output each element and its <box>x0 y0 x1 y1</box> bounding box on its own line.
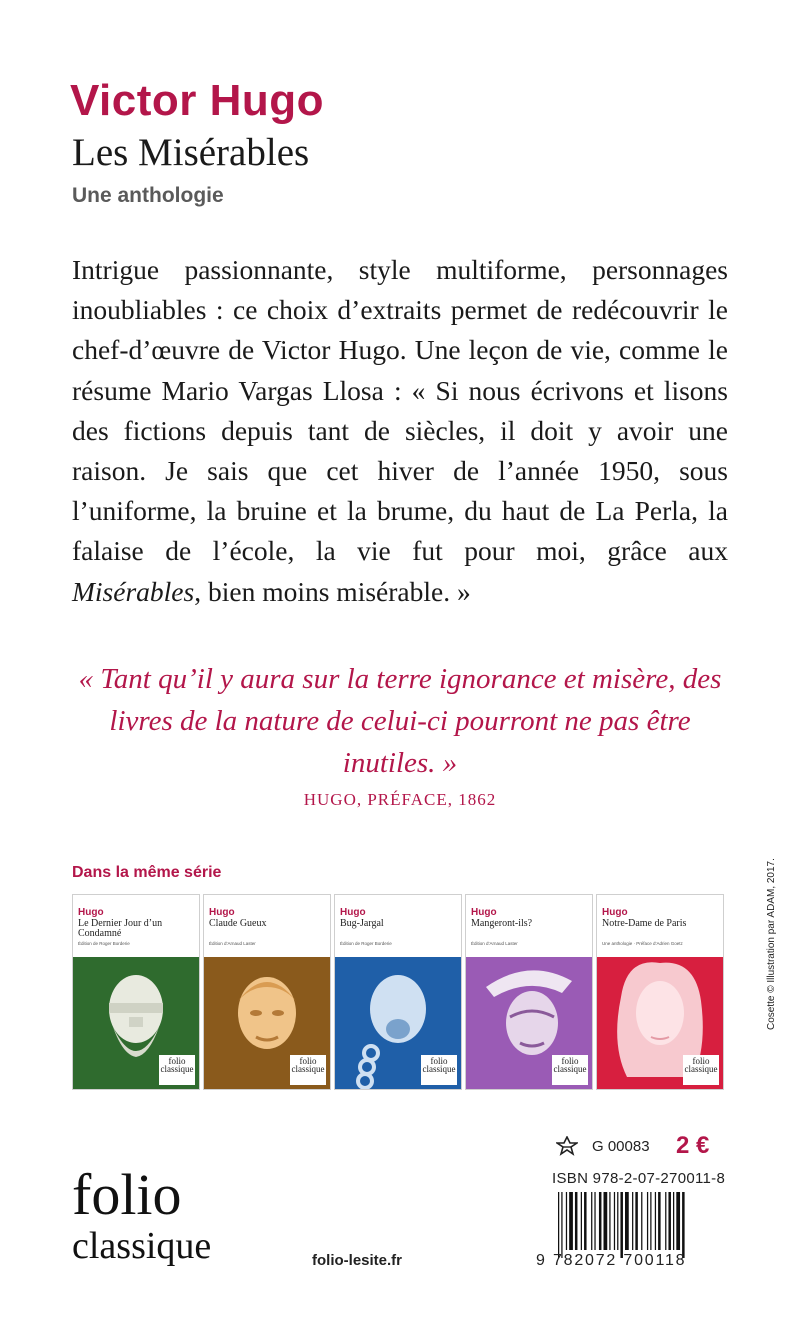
folio-logo <box>290 1055 326 1085</box>
folio-logo <box>159 1055 195 1085</box>
series-cover-2 <box>203 894 331 1090</box>
brand-logo-classique: classique <box>72 1225 212 1267</box>
cover-logo-bottom: classique <box>422 1064 456 1074</box>
cover-logo-top: folio <box>168 1056 186 1066</box>
brand-logo-folio: folio <box>72 1162 182 1227</box>
cover-title: Bug-Jargal <box>340 918 384 929</box>
barcode-bar <box>591 1192 592 1250</box>
series-cover-1 <box>72 894 200 1090</box>
cover-logo-bottom: classique <box>160 1064 194 1074</box>
cover-note: Édition d’Arnaud Laster <box>471 941 518 946</box>
series-label: Dans la même série <box>72 864 222 881</box>
publisher-website: folio-lesite.fr <box>312 1252 403 1269</box>
cover-author: Hugo <box>78 907 104 918</box>
book-title: Les Misérables <box>72 131 310 174</box>
cover-title: Mangeront-ils? <box>471 918 533 929</box>
cover-author: Hugo <box>471 907 497 918</box>
folio-logo <box>552 1055 588 1085</box>
illustration-credit: Cosette © Illustration par ADAM, 2017. <box>766 858 777 1030</box>
barcode-bar <box>655 1192 656 1250</box>
quote-source: HUGO, PRÉFACE, 1862 <box>303 790 497 809</box>
barcode-bar <box>604 1192 608 1250</box>
blurb-paragraph <box>72 250 728 612</box>
barcode-bar <box>625 1192 629 1250</box>
book-subtitle: Une anthologie <box>72 184 224 207</box>
folio-logo <box>421 1055 457 1085</box>
barcode-bar <box>558 1192 559 1258</box>
barcode-bar <box>599 1192 602 1250</box>
barcode-bar <box>614 1192 615 1250</box>
cover-author: Hugo <box>209 907 235 918</box>
cover-note: Édition de Roger Borderie <box>340 941 392 946</box>
barcode-bar <box>569 1192 573 1250</box>
series-cover-4 <box>465 894 593 1090</box>
cover-title: Le Dernier Jour d’un Condamné <box>78 918 163 939</box>
blurb-text-part2: , bien moins misérable. » <box>194 575 471 607</box>
blurb-text-part1: Intrigue passionnante, style multiforme, personnages inoubliables : ce choix d’extraits permet de redécouvrir le chef-d’œuvre de Victor Hugo. Une leçon de vie, comme le résume Mario Vargas Llosa : « Si nous écrivons et lisons des fictions depuis tant de siècles, il doit y avoir une raison. Je sais que cet hiver de l’année 1950, sous l’uniforme, la bruine et la brume, du haut de La Perla, la falaise de l’école, la vie fut pour moi, grâce aux <box>72 254 728 567</box>
barcode-bar <box>632 1192 633 1250</box>
barcode-bar <box>650 1192 651 1250</box>
cover-logo-bottom: classique <box>291 1064 325 1074</box>
cover-note: Une anthologie · Préface d’Adrien Goetz <box>602 941 683 946</box>
preface-quote: « Tant qu’il y aura sur la terre ignorance et misère, des livres de la nature de celui-ci pourront ne pas être inutiles. » <box>78 663 722 779</box>
cover-logo-top: folio <box>299 1056 317 1066</box>
barcode-icon <box>556 1192 716 1258</box>
barcode-bar <box>620 1192 623 1258</box>
barcode-bar <box>617 1192 618 1250</box>
barcode-bar <box>668 1192 671 1250</box>
barcode-bar <box>635 1192 638 1250</box>
barcode-bar <box>575 1192 578 1250</box>
cover-title: Notre-Dame de Paris <box>602 918 687 929</box>
cover-logo-top: folio <box>561 1056 579 1066</box>
price-code: G 00083 <box>592 1138 650 1155</box>
barcode-bar <box>609 1192 610 1250</box>
barcode-bar <box>566 1192 567 1250</box>
barcode-bar <box>682 1192 685 1258</box>
folio-logo <box>683 1055 719 1085</box>
cover-author: Hugo <box>602 907 628 918</box>
price: 2 € <box>676 1132 710 1159</box>
author-name: Victor Hugo <box>70 76 325 125</box>
barcode-bar <box>594 1192 595 1250</box>
series-cover-3 <box>334 894 462 1090</box>
series-cover-5 <box>596 894 724 1090</box>
cover-author: Hugo <box>340 907 366 918</box>
barcode-bar <box>665 1192 666 1250</box>
barcode-bar <box>584 1192 587 1250</box>
barcode-bar <box>658 1192 661 1250</box>
cover-note: Édition d’Arnaud Laster <box>209 941 256 946</box>
price-category-icon <box>556 1136 578 1156</box>
barcode-bar <box>647 1192 648 1250</box>
barcode-bar <box>673 1192 674 1250</box>
cover-note: Édition de Roger Borderie <box>78 941 130 946</box>
barcode-bar <box>641 1192 642 1250</box>
barcode-bar <box>561 1192 562 1258</box>
barcode-bar <box>676 1192 680 1250</box>
barcode-bar <box>581 1192 582 1250</box>
cover-logo-bottom: classique <box>553 1064 587 1074</box>
barcode-number: 9 782072 700118 <box>536 1252 687 1269</box>
isbn: ISBN 978-2-07-270011-8 <box>552 1170 726 1187</box>
cover-logo-top: folio <box>430 1056 448 1066</box>
cover-title: Claude Gueux <box>209 918 267 929</box>
cover-logo-bottom: classique <box>684 1064 718 1074</box>
cover-logo-top: folio <box>692 1056 710 1066</box>
blurb-italic-title: Misérables <box>72 575 195 607</box>
